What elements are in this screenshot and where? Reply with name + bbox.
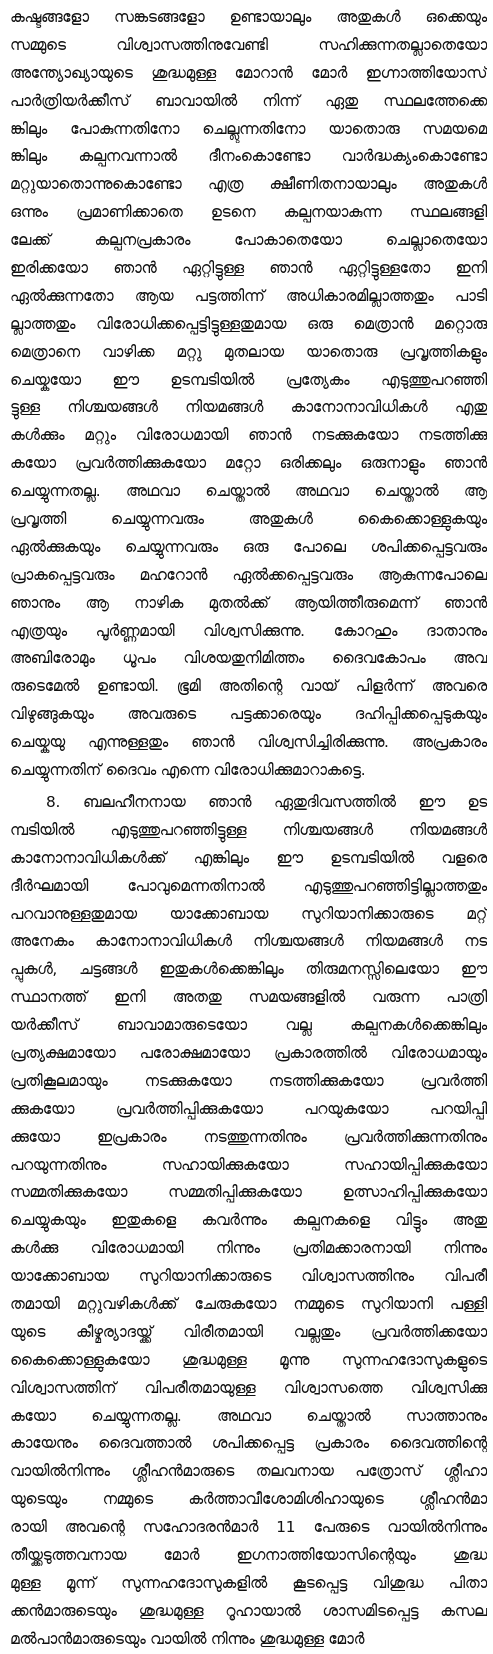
text-line: ചെയ്യുകയും ഇതുകളെ കവർന്നും കല്പനകളെ വിട്ടും അതു <box>10 1211 487 1230</box>
text-line: മ്പടിയിൽ എടുത്തുപറഞ്ഞിട്ടുള്ള നിശ്ചയങ്ങൾ നിയമങ്ങൾ <box>10 820 487 839</box>
text-line: വിഴുങ്ങുകയും അവരുടെ പട്ടക്കാരെയും ദഹിപ്പിക്കപ്പെടുകയും <box>10 705 487 724</box>
text-line: പ്രവൃത്തി ചെയ്യുന്നവരും അതുകൾ കൈക്കൊള്ളുകയും <box>10 510 487 529</box>
text-line: കൾക്കും മറ്റും വിരോധമായി ഞാൻ നടക്കുകയോ നടത്തിക്കു <box>10 426 487 445</box>
paragraph-2 <box>10 789 487 1654</box>
text-line: കായേനും ദൈവത്താൽ ശപിക്കപ്പെട്ട പ്രകാരം ദൈവത്തിന്റെ <box>10 1434 487 1453</box>
text-line: കഷ്ടങ്ങളോ സങ്കടങ്ങളോ ഉണ്ടായാലും അതുകൾ ഒക്കെയും <box>10 8 487 26</box>
text-line: ങ്കിലും പോകുന്നതിനോ ചെല്ലുന്നതിനോ യാതൊരു സമയമെ <box>10 119 487 138</box>
text-line: യർക്കീസ് ബാവാമാരുടെയോ വല്ല കല്പനകൾക്കെങ്കിലും <box>10 1016 487 1035</box>
text-line: കൈക്കൊള്ളുകയോ ശുദ്ധമുള്ള മൂന്നു സുന്നഹദോസുകളുടെ <box>10 1350 487 1369</box>
text-line: അന്ത്യോഖ്യായുടെ ശുദ്ധമുള്ള മോറാൻ മോർ ഇഗ്നാത്തിയോസ് <box>10 63 487 82</box>
text-line: വിശ്വാസത്തിന് വിപരീതമായുള്ള വിശ്വാസത്തെ വിശ്വസിക്കു <box>10 1378 487 1397</box>
text-line: യുടെ കീഴ്മര്യാദയ്ക്ക് വിരീതമായി വല്ലതും പ്രവർത്തിക്കയോ <box>10 1322 487 1341</box>
text-line: മെത്രാനെ വാഴിക്ക മറ്റു മുതലായ യാതൊരു പ്രവൃത്തികളും <box>10 342 487 361</box>
text-line: കാനോനാവിധികൾക്ക് എങ്കിലും ഈ ഉടമ്പടിയിൽ വളരെ <box>10 848 487 867</box>
text-line: ചെയ്കയു എന്നുള്ളതും ഞാൻ വിശ്വസിച്ചിരിക്കുന്നു. അപ്രകാരം <box>10 733 487 752</box>
paragraph-1 <box>10 4 487 785</box>
text-line: 8. ബലഹീനനായ ഞാൻ ഏതുദിവസത്തിൽ ഈ ഉട <box>46 792 487 811</box>
text-line: യുടെയും നമ്മുടെ കർത്താവീശോമിശിഹായുടെ ശ്ലീഹൻമാ <box>10 1490 487 1509</box>
text-line: പ്രതികൂലമായും നടക്കുകയോ നടത്തിക്കുകയോ പ്രവർത്തി <box>10 1071 487 1090</box>
text-line: ഏൽക്കുന്നതോ ആയ പട്ടത്തിന്ന് അധികാരമില്ലാത്തതും പാടി <box>10 286 487 305</box>
text-line: പ്രത്യക്ഷമായോ പരോക്ഷമായോ പ്രകാരത്തിൽ വിരോധമായും <box>10 1043 487 1062</box>
text-line: പാർത്രിയർക്കീസ് ബാവായിൽ നിന്ന് ഏതു സ്ഥലത്തേക്കെ <box>10 91 487 110</box>
text-line: പറയുന്നതിനും സഹായിക്കുകയോ സഹായിപ്പിക്കുകയോ <box>10 1155 487 1174</box>
text-line: കയോ ചെയ്യുന്നതല്ല. അഥവാ ചെയ്താൽ സാത്താനും <box>10 1406 487 1425</box>
text-line: ഏൽക്കുകയും ചെയ്യുന്നവരും ഒരു പോലെ ശപിക്കപ്പെട്ടവരും <box>10 537 487 556</box>
text-line: അബിരോമും ധൂപം വിശയതുനിമിത്തം ദൈവകോപം അവ <box>10 649 487 668</box>
text-line: മൽപാൻമാരുടെയും വായിൽ നിന്നും ശുദ്ധമുള്ള മോർ <box>10 1629 365 1648</box>
text-line: കൾക്കു വിരോധമായി നിന്നും പ്രതിമക്കാരനായി നിന്നും <box>10 1239 487 1258</box>
text-line: സ്ഥാനത്ത് ഇനി അതതു സമയങ്ങളിൽ വരുന്ന പാത്രി <box>10 988 487 1007</box>
text-line: പ്രാകപ്പെട്ടവരും മഹറോൻ ഏൽക്കപ്പെട്ടവരും ആകുന്നപോലെ <box>10 565 487 584</box>
text-line: അനേകം കാനോനാവിധികൾ നിശ്ചയങ്ങൾ നിയമങ്ങൾ നട <box>10 932 487 951</box>
text-line: ചെയ്യുന്നതല്ല. അഥവാ ചെയ്താൽ അഥവാ ചെയ്താൽ ആ <box>10 482 487 501</box>
text-line: എത്രയും പൂർണ്ണമായി വിശ്വസിക്കുന്നു. കോറഹും ദാതാനും <box>10 621 487 640</box>
text-line: ല്ലാത്തതും വിരോധിക്കപ്പെട്ടിട്ടുള്ളതുമായ ഒരു മെത്രാൻ മറ്റൊരു <box>10 314 487 333</box>
text-line: ഇരിക്കയോ ഞാൻ ഏറ്റിട്ടുള്ള ഞാൻ ഏറ്റിട്ടുള്ളതോ ഇനി <box>10 259 487 278</box>
text-line: ദീർഘമായി പോവുമെന്നതിനാൽ എടുത്തുപറഞ്ഞിട്ടില്ലാത്തതും <box>10 876 487 895</box>
text-line: സമ്മുടെ വിശ്വാസത്തിനുവേണ്ടി സഹിക്കുന്നതല്ലാതെയോ <box>10 35 487 54</box>
text-line: യാക്കോബായ സുറിയാനിക്കാരുടെ വിശ്വാസത്തിനും വിപരീ <box>10 1267 487 1286</box>
text-line: ട്ടുള്ള നിശ്ചയങ്ങൾ നിയമങ്ങൾ കാനോനാവിധികൾ എതു <box>10 398 487 417</box>
text-line: സമ്മതിക്കുകയോ സമ്മതിപ്പിക്കുകയോ ഉത്സാഹിപ്പിക്കുകയോ <box>10 1183 487 1202</box>
text-line: രായി അവന്റെ സഹോദരൻമാർ 11 പേരുടെ വായിൽനിന്നും <box>10 1518 487 1537</box>
text-line: ക്കുയോ ഇപ്രകാരം നടത്തുന്നതിനും പ്രവർത്തിക്കുന്നതിനും <box>10 1127 487 1146</box>
text-line: വായിൽനിന്നും ശ്ലീഹൻമാരുടെ തലവനായ പത്രോസ് ശ്ലീഹാ <box>10 1462 487 1481</box>
text-line: ക്കൻമാരുടെയും ശുദ്ധമുള്ള റൂഹായാൽ ശാസമിടപ്പെട്ട കസല <box>10 1601 487 1620</box>
text-line: പ്പുകൾ, ചട്ടങ്ങൾ ഇതുകൾക്കെങ്കിലും തിരുമനസ്സിലെയോ ഈ <box>10 960 487 979</box>
text-line: മറ്റുയാതൊന്നുകൊണ്ടോ എത്ര ക്ഷീണിതനായാലും അതുകൾ <box>10 175 487 194</box>
text-line: കയോ പ്രവർത്തിക്കുകയോ മറ്റോ ഒരിക്കലും ഒരുനാളും ഞാൻ <box>10 454 487 473</box>
text-line: രുടെമേൽ ഉണ്ടായി. ഭൂമി അതിന്റെ വായ് പിളർന്ന് അവരെ <box>10 677 487 696</box>
text-line: തീയ്ക്കടുത്തവനായ മോർ ഇഗനാത്തിയോസിന്റെയും ശുദ്ധ <box>10 1545 487 1564</box>
text-line: തമായി മറ്റുവഴികൾക്ക് ചേരുകയോ നമ്മുടെ സുറിയാനി പള്ളി <box>10 1294 487 1313</box>
text-line: പറവാനുള്ളതുമായ യാക്കോബായ സുറിയാനിക്കാരുടെ മറ്റ് <box>10 904 487 923</box>
text-line: ക്കുകയോ പ്രവർത്തിപ്പിക്കുകയോ പറയുകയോ പറയിപ്പി <box>10 1099 487 1118</box>
text-line: ചെയ്കയോ ഈ ഉടമ്പടിയിൽ പ്രത്യേകം എടുത്തുപറഞ്ഞി <box>10 370 487 389</box>
text-line: മുള്ള മൂന്ന് സുന്നഹദോസുകളിൽ കൂടപ്പെട്ട വിശുദ്ധ പിതാ <box>10 1573 487 1592</box>
text-line: ങ്കിലും കല്പനവന്നാൽ ദീനംകൊണ്ടോ വാർദ്ധക്യംകൊണ്ടോ <box>10 147 487 166</box>
text-line: ലേക്ക് കല്പനപ്രകാരം പോകാതെയോ ചെല്ലാതെയോ <box>10 231 487 250</box>
text-line: ഞാനും ആ നാഴിക മുതൽക്ക് ആയിത്തീരുമെന്ന് ഞാൻ <box>10 593 487 612</box>
text-line: ചെയ്യുന്നതിന് ദൈവം എന്നെ വിരോധിക്കുമാറാകട്ടെ. <box>10 761 366 780</box>
text-line: ഒന്നും പ്രമാണിക്കാതെ ഉടനെ കല്പനയാകുന്ന സ്ഥലങ്ങളി <box>10 203 487 222</box>
